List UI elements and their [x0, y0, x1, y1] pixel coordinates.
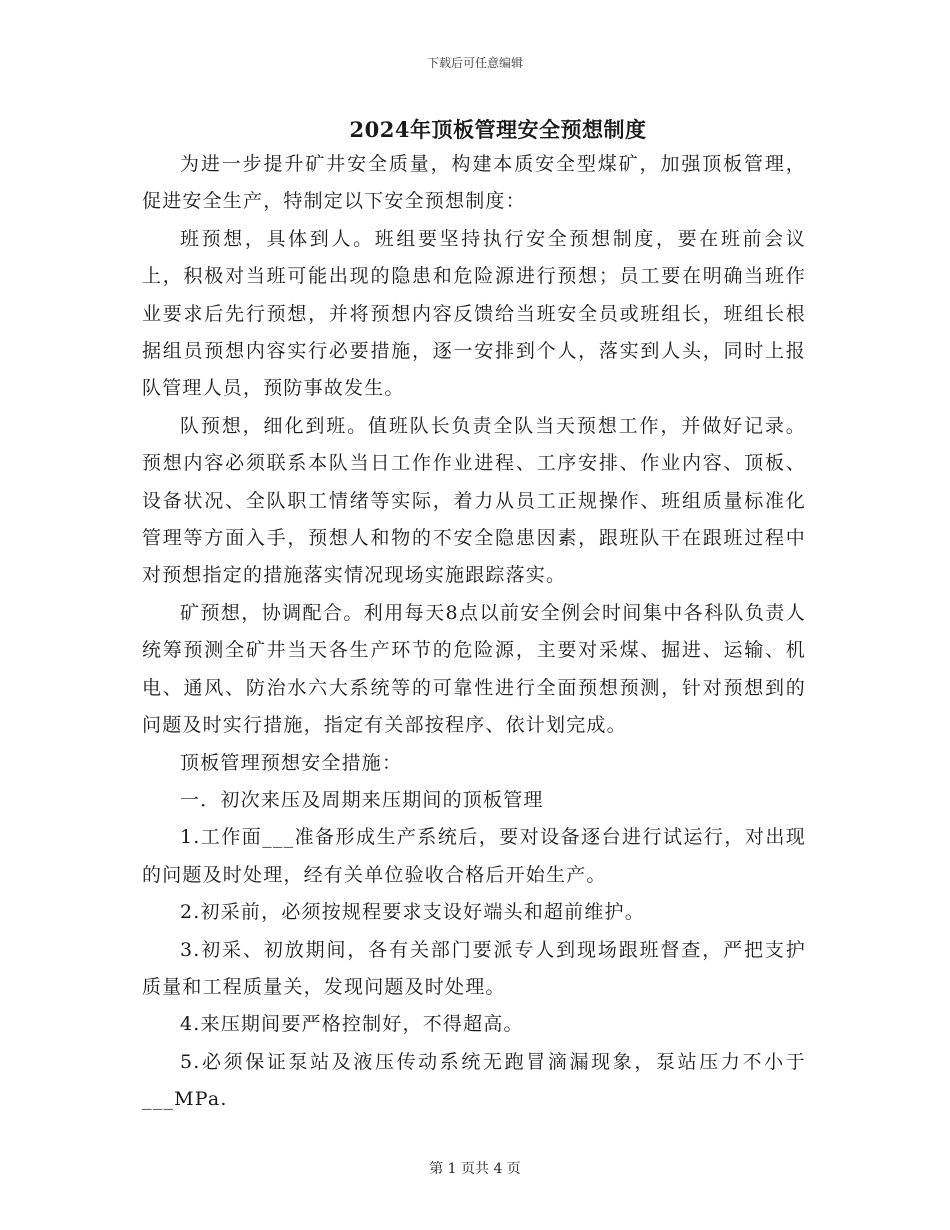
list-item: 2.初采前，必须按规程要求支设好端头和超前维护。: [180, 901, 645, 924]
page-number-footer: 第 1 页共 4 页: [429, 1161, 521, 1177]
paragraph-measures-heading: 顶板管理预想安全措施：: [180, 751, 403, 774]
list-item: 1.工作面___准备形成生产系统后，要对设备逐台进行试运行，对出现的问题及时处理，经有关单位验收合格后开始生产。: [142, 826, 806, 886]
paragraph-team-forecast: 队预想，细化到班。值班队长负责全队当天预想工作，并做好记录。预想内容必须联系本队当日工作作业进程、工序安排、作业内容、顶板、设备状况、全队职工情绪等实际，着力从员工正规操作、班组质量标准化管理等方面入手，预想人和物的不安全隐患因素，跟班队干在跟班过程中对预想指定的措施落实情况现场实施跟踪落实。: [142, 414, 806, 587]
header-note: 下载后可任意编辑: [426, 56, 523, 70]
list-item: 5.必须保证泵站及液压传动系统无跑冒滴漏现象，泵站压力不小于___MPa.: [142, 1050, 806, 1111]
document-body: [142, 146, 806, 1119]
list-item: 3.初采、初放期间，各有关部门要派专人到现场跟班督查，严把支护质量和工程质量关，发现问题及时处理。: [142, 938, 806, 998]
document-title: 2024年顶板管理安全预想制度: [349, 117, 647, 142]
paragraph-mine-forecast: 矿预想，协调配合。利用每天8点以前安全例会时间集中各科队负责人统筹预测全矿井当天各生产环节的危险源，主要对采煤、掘进、运输、机电、通风、防治水六大系统等的可靠性进行全面预想预测，针对预想到的问题及时实行措施，指定有关部按程序、依计划完成。: [142, 601, 806, 737]
paragraph-section-heading: 一．初次来压及周期来压期间的顶板管理: [180, 788, 544, 811]
paragraph-intro: 为进一步提升矿井安全质量，构建本质安全型煤矿，加强顶板管理，促进安全生产，特制定以下安全预想制度：: [142, 153, 806, 213]
list-item: 4.来压期间要严格控制好，不得超高。: [180, 1013, 524, 1036]
paragraph-shift-forecast: 班预想，具体到人。班组要坚持执行安全预想制度，要在班前会议上，积极对当班可能出现的隐患和危险源进行预想；员工要在明确当班作业要求后先行预想，并将预想内容反馈给当班安全员或班组长，班组长根据组员预想内容实行必要措施，逐一安排到个人，落实到人头，同时上报队管理人员，预防事故发生。: [142, 227, 806, 400]
